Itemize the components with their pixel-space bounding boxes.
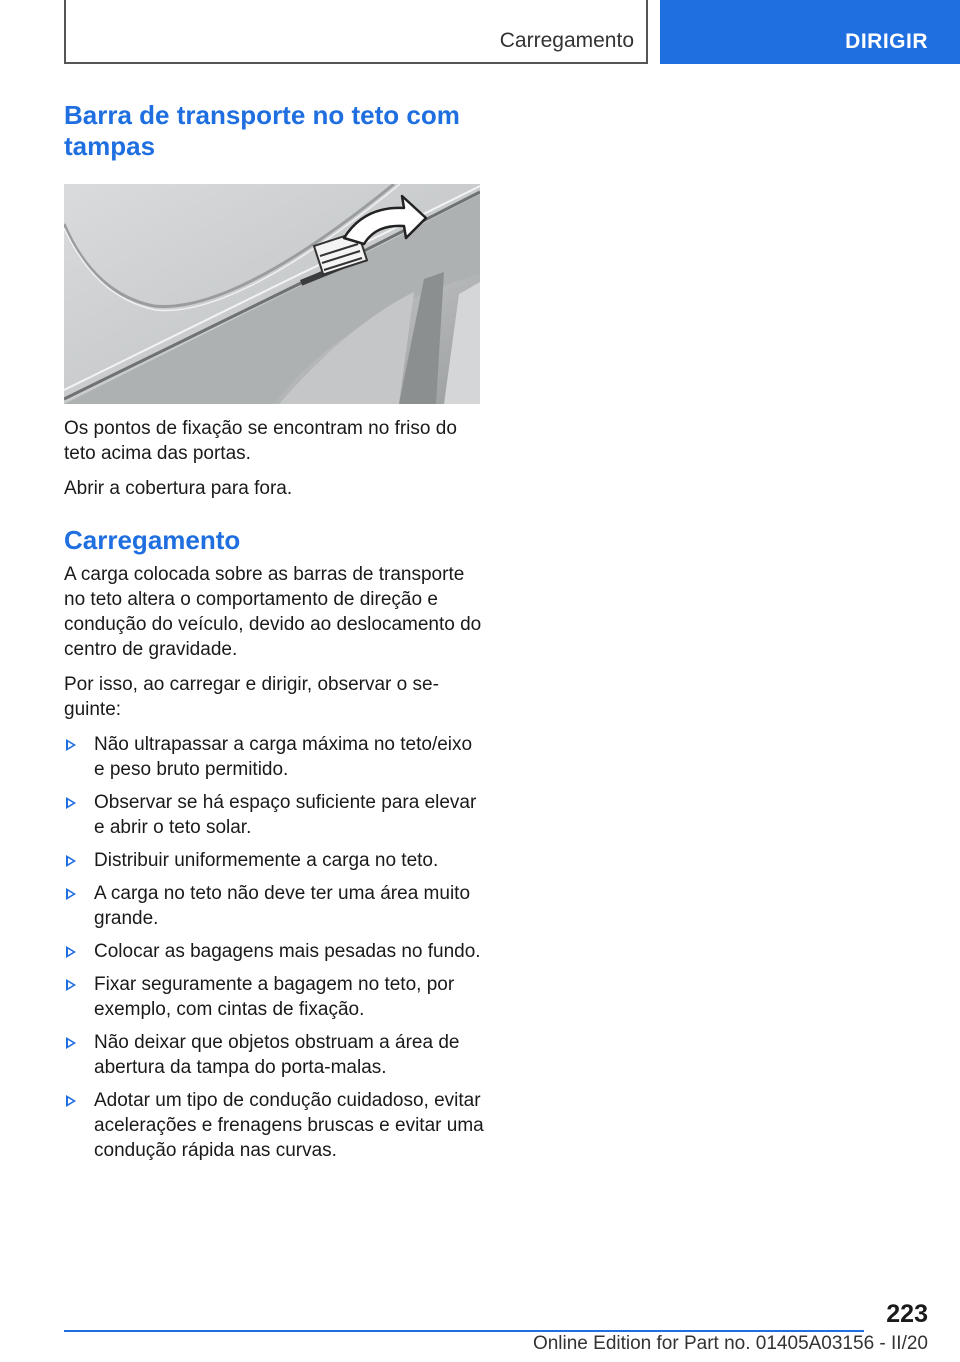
chapter-label: DIRIGIR [845, 30, 928, 53]
edition-footer: Online Edition for Part no. 01405A03156 - II/20 [532, 1333, 928, 1354]
list-item [64, 848, 484, 873]
list-item [64, 1030, 484, 1080]
triangle-bullet-icon [66, 1037, 76, 1049]
running-header [64, 0, 648, 64]
triangle-bullet-icon [66, 979, 76, 991]
section-title: Carregamento [499, 29, 634, 52]
paragraph: Os pontos de fixação se encontram no friso do teto acima das portas. [64, 418, 457, 464]
list-item-text: Não ultrapassar a carga máxima no teto/eixo e peso bruto permitido. [94, 734, 473, 780]
paragraph: Abrir a cobertura para fora. [64, 478, 293, 499]
list-item [64, 732, 484, 782]
triangle-bullet-icon [66, 797, 76, 809]
roof-rack-illustration [64, 184, 480, 404]
list-item-text: Fixar seguramente a bagagem no teto, por exemplo, com cintas de fixação. [94, 974, 455, 1020]
list-item-text: Adotar um tipo de condução cuidadoso, evitar acelerações e frenagens bruscas e evitar uma condução rápida nas curvas. [94, 1090, 484, 1161]
triangle-bullet-icon [66, 946, 76, 958]
heading-roof-rack: Barra de transporte no teto com tampas [64, 100, 460, 161]
heading-loading: Carregamento [64, 525, 241, 555]
list-item [64, 790, 484, 840]
list-item [64, 972, 484, 1022]
page-number: 223 [886, 1300, 928, 1328]
triangle-bullet-icon [66, 1095, 76, 1107]
triangle-bullet-icon [66, 739, 76, 751]
main-content [64, 100, 484, 1171]
list-item-text: Colocar as bagagens mais pesadas no fundo. [94, 941, 481, 962]
list-item [64, 881, 484, 931]
list-item [64, 939, 484, 964]
chapter-tab [660, 0, 960, 64]
list-item-text: Não deixar que objetos obstruam a área de abertura da tampa do porta-malas. [94, 1032, 460, 1078]
list-item-text: A carga no teto não deve ter uma área muito grande. [94, 883, 471, 929]
triangle-bullet-icon [66, 888, 76, 900]
list-item [64, 1088, 484, 1163]
triangle-bullet-icon [66, 855, 76, 867]
loading-rules-list [64, 732, 484, 1163]
list-item-text: Distribuir uniformemente a carga no teto. [94, 850, 439, 871]
paragraph: A carga colocada sobre as barras de transporte no teto altera o comportamento de direção e condução do veículo, devido ao deslocamento do centro de gravidade. [64, 564, 482, 660]
list-item-text: Observar se há espaço suficiente para elevar e abrir o teto solar. [94, 792, 477, 838]
paragraph: Por isso, ao carregar e dirigir, observar o seguinte: [64, 674, 439, 720]
footer-divider [64, 1330, 864, 1332]
